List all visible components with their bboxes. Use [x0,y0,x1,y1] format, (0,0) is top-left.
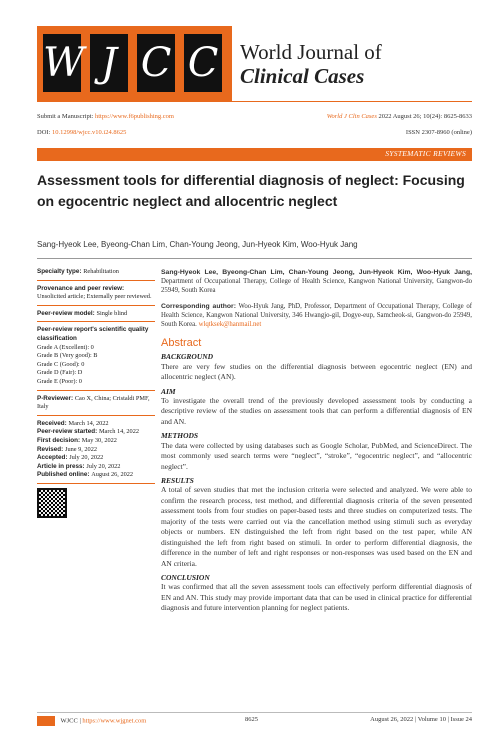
date-label: Revised: [37,445,64,453]
footer-journal: WJCC [60,717,78,725]
page-number: 8625 [245,716,258,723]
section-heading: CONCLUSION [161,573,210,583]
page-footer: WJCC | https://www.wjgnet.com 8625 August 26, 2022 | Volume 10 | Issue 24 [37,716,472,726]
provenance [37,285,155,302]
provenance-label: Provenance and peer review: [37,284,125,292]
date-value: March 14, 2022 [68,419,109,427]
footer-issue: Issue 24 [450,716,472,723]
abstract-aim [161,387,472,428]
date-in-press [37,463,155,472]
divider [37,258,472,259]
date-published [37,471,155,480]
date-accepted [37,454,155,463]
logo-letter: C [184,34,222,92]
reviewers [37,395,155,412]
author-list: Sang-Hyeok Lee, Byeong-Chan Lim, Chan-Young Jeong, Jun-Hyeok Kim, Woo-Hyuk Jang [37,240,358,249]
citation-journal: World J Clin Cases [326,113,377,120]
footer-issue-info: August 26, 2022 | Volume 10 | Issue 24 [370,716,472,723]
header-rule [232,101,472,102]
doi-label: DOI: [37,129,51,136]
reviewers-label: P-Reviewer: [37,394,74,402]
journal-logo [37,26,232,102]
date-label: Published online: [37,471,90,479]
publisher-logo-icon [37,716,55,726]
citation-details: 2022 August 26; 10(24): 8625-8633 [378,113,472,120]
corr-label: Corresponding author: [161,302,236,310]
corresponding-author [161,302,472,330]
section-banner [37,148,472,161]
reviewers-value: Cao X, China; Cristaldi PMF, Italy [37,394,150,411]
footer-volume: Volume 10 [417,716,446,723]
citation-line [302,112,472,121]
quality-label: Peer-review report's scientific quality classification [37,326,149,342]
footer-rule [37,712,472,713]
provenance-value: Unsolicited article; Externally peer reviewed. [37,293,152,301]
issn: ISSN 2307-8960 (online) [405,129,472,136]
corr-text: Woo-Hyuk Jang, PhD, Professor, Department of Occupational Therapy, College of Health Science, Kangwon National University, 346 Hwangjo-gil, Dogye-eup, Samcheok-si, Gangwon-do 25949, South Korea. [161,302,472,329]
journal-name-line2: Clinical Cases [240,64,365,88]
footer-date: August 26, 2022 [370,716,414,723]
section-heading: AIM [161,386,176,396]
specialty-label: Specialty type: [37,268,82,275]
date-value: July 20, 2022 [86,462,121,470]
affiliation [161,268,472,296]
sidebar-divider [37,483,155,484]
grade-item: Grade C (Good): 0 [37,360,85,368]
sidebar-divider [37,305,155,306]
grade-item: Grade E (Poor): 0 [37,377,82,385]
quality-classification [37,326,155,386]
logo-letter: C [137,34,175,92]
section-text: It was confirmed that all the seven assessment tools can effectively perform differential diagnosis of EN and AN. This study may provide important data that can be used in clinical practice for differential diagnosis and future intervention planning for neglect patients. [161,582,472,613]
grade-item: Grade D (Fair): D [37,369,83,377]
date-label: First decision: [37,436,81,444]
date-first-decision [37,437,155,446]
date-value: March 14, 2022 [98,428,140,436]
abstract-methods [161,431,472,472]
section-banner-text: SYSTEMATIC REVIEWS [385,149,466,158]
submit-line [37,112,174,121]
peer-review-model [37,310,155,319]
section-text: To investigate the overall trend of the previously developed assessment tools by conducting a descriptive review of the studies on assessment tools that can perform a differential diagnosis of EN and AN. [161,395,472,426]
logo-letter: J [90,34,128,92]
date-started [37,428,155,437]
footer-url-link[interactable]: https://www.wjgnet.com [82,717,147,725]
date-label: Accepted: [37,454,68,462]
sidebar-divider [37,280,155,281]
model-value: Single blind [96,309,128,317]
date-value: August 26, 2022 [91,471,134,479]
logo-letter: W [43,34,81,92]
submit-link[interactable]: https://www.f6publishing.com [94,113,174,120]
date-received [37,420,155,429]
sidebar-divider [37,390,155,391]
doi-line [37,128,126,137]
section-heading: BACKGROUND [161,352,214,362]
date-label: Received: [37,419,67,427]
article-info-sidebar [37,268,155,518]
article-title: Assessment tools for differential diagnosis of neglect: Focusing on egocentric neglect and allocentric neglect [37,172,465,209]
corr-email-link[interactable]: wlqtksek@hanmail.net [198,321,262,329]
date-value: July 20, 2022 [69,454,104,462]
abstract-heading: Abstract [161,337,202,350]
section-text: The data were collected by using databases such as Google Scholar, PubMed, and ScienceDirect. The most commonly used search terms were “neglect”, “stroke”, “egocentric neglect”, and “allocentric neglect”. [161,440,472,471]
date-value: June 9, 2022 [65,445,98,453]
journal-name [240,40,480,88]
date-label: Article in press: [37,462,85,470]
abstract-background [161,352,472,382]
sidebar-divider [37,321,155,322]
date-revised [37,446,155,455]
doi-link[interactable]: 10.12998/wjcc.v10.i24.8625 [51,129,127,136]
abstract-results [161,476,472,569]
qr-code[interactable] [37,488,67,518]
date-value: May 30, 2022 [81,436,117,444]
journal-name-line1: World Journal of [240,40,382,64]
specialty-value: Rehabilitation [83,268,119,275]
main-column [161,268,472,614]
affiliation-authors: Sang-Hyeok Lee, Byeong-Chan Lim, Chan-Young Jeong, Jun-Hyeok Kim, Woo-Hyuk Jang, [161,269,472,276]
section-text: There are very few studies on the differential diagnosis between egocentric neglect (EN) and allocentric neglect (AN). [161,361,472,382]
affiliation-text: Department of Occupational Therapy, College of Health Science, Kangwon National University, Gangwon-do 25949, South Korea [161,278,472,295]
specialty-type [37,268,155,277]
abstract-conclusion [161,573,472,614]
section-heading: METHODS [161,431,199,441]
date-label: Peer-review started: [37,428,98,436]
section-heading: RESULTS [161,476,194,486]
grade-item: Grade A (Excellent): 0 [37,343,94,351]
model-label: Peer-review model: [37,309,95,317]
sidebar-divider [37,415,155,416]
submit-label: Submit a Manuscript: [37,113,94,120]
grade-item: Grade B (Very good): B [37,352,98,360]
section-text: A total of seven studies that met the inclusion criteria were selected and analyzed. We were able to confirm the research process, test method, and differential diagnosis criteria of the seven presented assessment tools from four studies on paper-based tests and three studies on computerized tests. The majority of the tests were carried out via the cancellation method using stimuli such as everyday objects or numbers. EN distinguished the left from right based on the test paper, while AN distinguished the left from right based on stimuli. In order to perform differential diagnosis, the difference in the number of left and right responses or non-responses was used based on the EN and AN criteria. [161,485,472,568]
